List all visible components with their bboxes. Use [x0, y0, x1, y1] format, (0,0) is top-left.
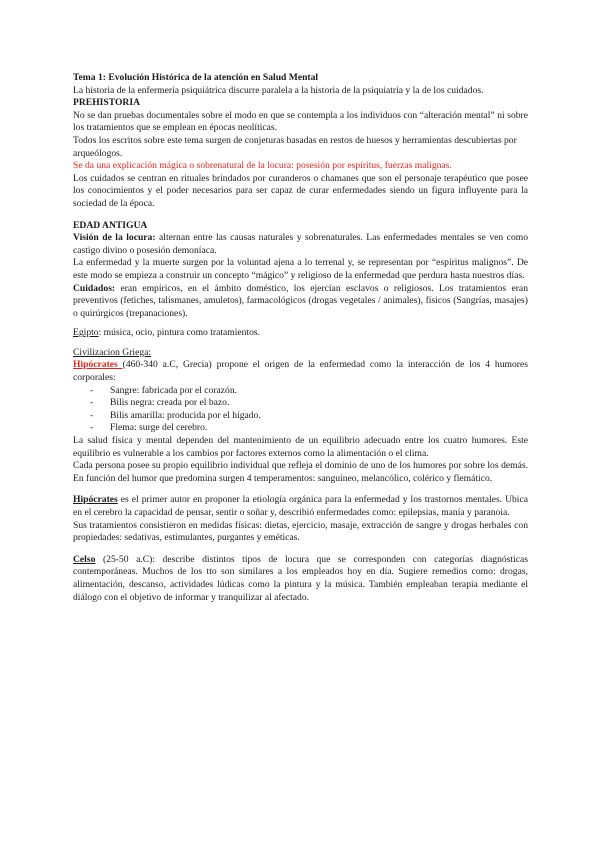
prehistoria-paragraph-3: Los cuidados se centran en rituales brindados por curanderos o chamanes que son el personaje terapéutico que posee los conocimientos y el poder necesarios para ser capaz de curar enfermedades siendo un figura influyente para la sociedad de la época. [73, 172, 528, 209]
salud-paragraph: La salud física y mental dependen del mantenimiento de un equilibrio adecuado entre los cuatro humores. Este equilibrio es vulnerable a los cambios por factores externos como la alimentación o el clima. [73, 435, 528, 459]
grecia-heading: Civilizacion Griega: [73, 346, 152, 358]
document-page [73, 72, 528, 604]
hipocrates-2-label: Hipócrates [73, 494, 118, 506]
vision-paragraph [73, 232, 528, 257]
cuidados-paragraph [73, 283, 528, 321]
cuidados-text: eran empíricos, en el ámbito doméstico, los ejercían esclavos o religiosos. Los tratamientos eran preventivos (fetiches, talismanes, amuletos), farmacológicos (drogas vegetales / animales), físicos (Sangrías, masajes) o quirúrgicos (trepanaciones). [73, 282, 528, 319]
muerte-paragraph: La enfermedad y la muerte surgen por la voluntad ajena a lo terrenal y, se representan por “espíritus malignos”. De este modo se empieza a construir un concepto “mágico” y religioso de la enfermedad que perdura hasta nuestros días. [73, 257, 528, 281]
celso-paragraph [73, 554, 528, 604]
egipto-paragraph [73, 327, 528, 340]
list-item: - Flema: surge del cerebro. [90, 422, 528, 435]
hipocrates-text: (460-340 a.C, Grecia) propone el origen de la enfermedad como la interacción de los 4 humores corporales: [73, 359, 528, 384]
egipto-label: Egipto [73, 327, 99, 339]
prehistoria-paragraph-1: No se dan pruebas documentales sobre el modo en que se contempla a los individuos con “alteración mental” ni sobre los tratamientos que se emplean en épocas neolíticas. [73, 109, 528, 134]
humores-list [73, 385, 528, 435]
list-item: - Bilis negra: creada por el bazo. [90, 397, 528, 410]
hipocrates-etiologia-paragraph [73, 494, 528, 519]
edad-antigua-heading: EDAD ANTIGUA [73, 219, 148, 231]
egipto-text: : música, ocio, pintura como tratamientos. [98, 327, 261, 339]
document-title: Tema 1: Evolución Histórica de la atención en Salud Mental [73, 72, 319, 83]
prehistoria-highlight: Se da una explicación mágica o sobrenatural de la locura: posesión por espíritus, fuerzas malignas. [73, 160, 452, 172]
vision-label: Visión de la locura: [73, 232, 156, 244]
tratamientos-paragraph: Sus tratamientos consistieron en medidas físicas: dietas, ejercicio, masaje, extracción de sangre y drogas herbales con propiedades: sedativas, estimulantes, purgantes y eméticas. [73, 519, 528, 544]
vision-text: alternan entre las causas naturales y sobrenaturales. Las enfermedades mentales se ven como castigo divino o posesión demoníaca. [73, 232, 528, 256]
list-item: - Bilis amarilla: producida por el hígado. [90, 410, 528, 423]
hipocrates-paragraph [73, 359, 528, 384]
persona-paragraph: Cada persona posee su propio equilibrio individual que refleja el dominio de uno de los humores por sobre los demás. En función del humor que predomina surgen 4 temperamentos: sanguíneo, melancólico, colérico y flemático. [73, 460, 528, 484]
intro-paragraph: La historia de la enfermería psiquiátrica discurre paralela a la historia de la psiquiatría y la de los cuidados. [73, 84, 484, 96]
list-item: - Sangre: fabricada por el corazón. [90, 385, 528, 398]
hipocrates-label: Hipócrates [73, 359, 123, 371]
hipocrates-2-text: es el primer autor en proponer la etiología orgánica para la enfermedad y los trastornos mentales. Ubica en el cerebro la capacidad de pensar, sentir o soñar y, describió enfermedades como: epilepsias, manía y paranoia. [73, 494, 528, 518]
celso-text: (25-50 a.C): describe distintos tipos de locura que se corresponden con categorías diagnósticas contemporáneas. Muchos de los tto son similares a los empleados hoy en día. Sugiere remedios como: drogas, alimentación, descanso, actividades lúdicas como la pintura y la música. También empleaban terapia mediante el diálogo con el objetivo de informar y tranquilizar al afectado. [73, 553, 528, 603]
celso-label: Celso [73, 553, 96, 565]
prehistoria-paragraph-2: Todos los escritos sobre este tema surgen de conjeturas basadas en restos de huesos y herramientas descubiertas por arqueólogos. [73, 134, 517, 159]
prehistoria-heading: PREHISTORIA [73, 97, 140, 109]
cuidados-label: Cuidados: [73, 282, 116, 294]
